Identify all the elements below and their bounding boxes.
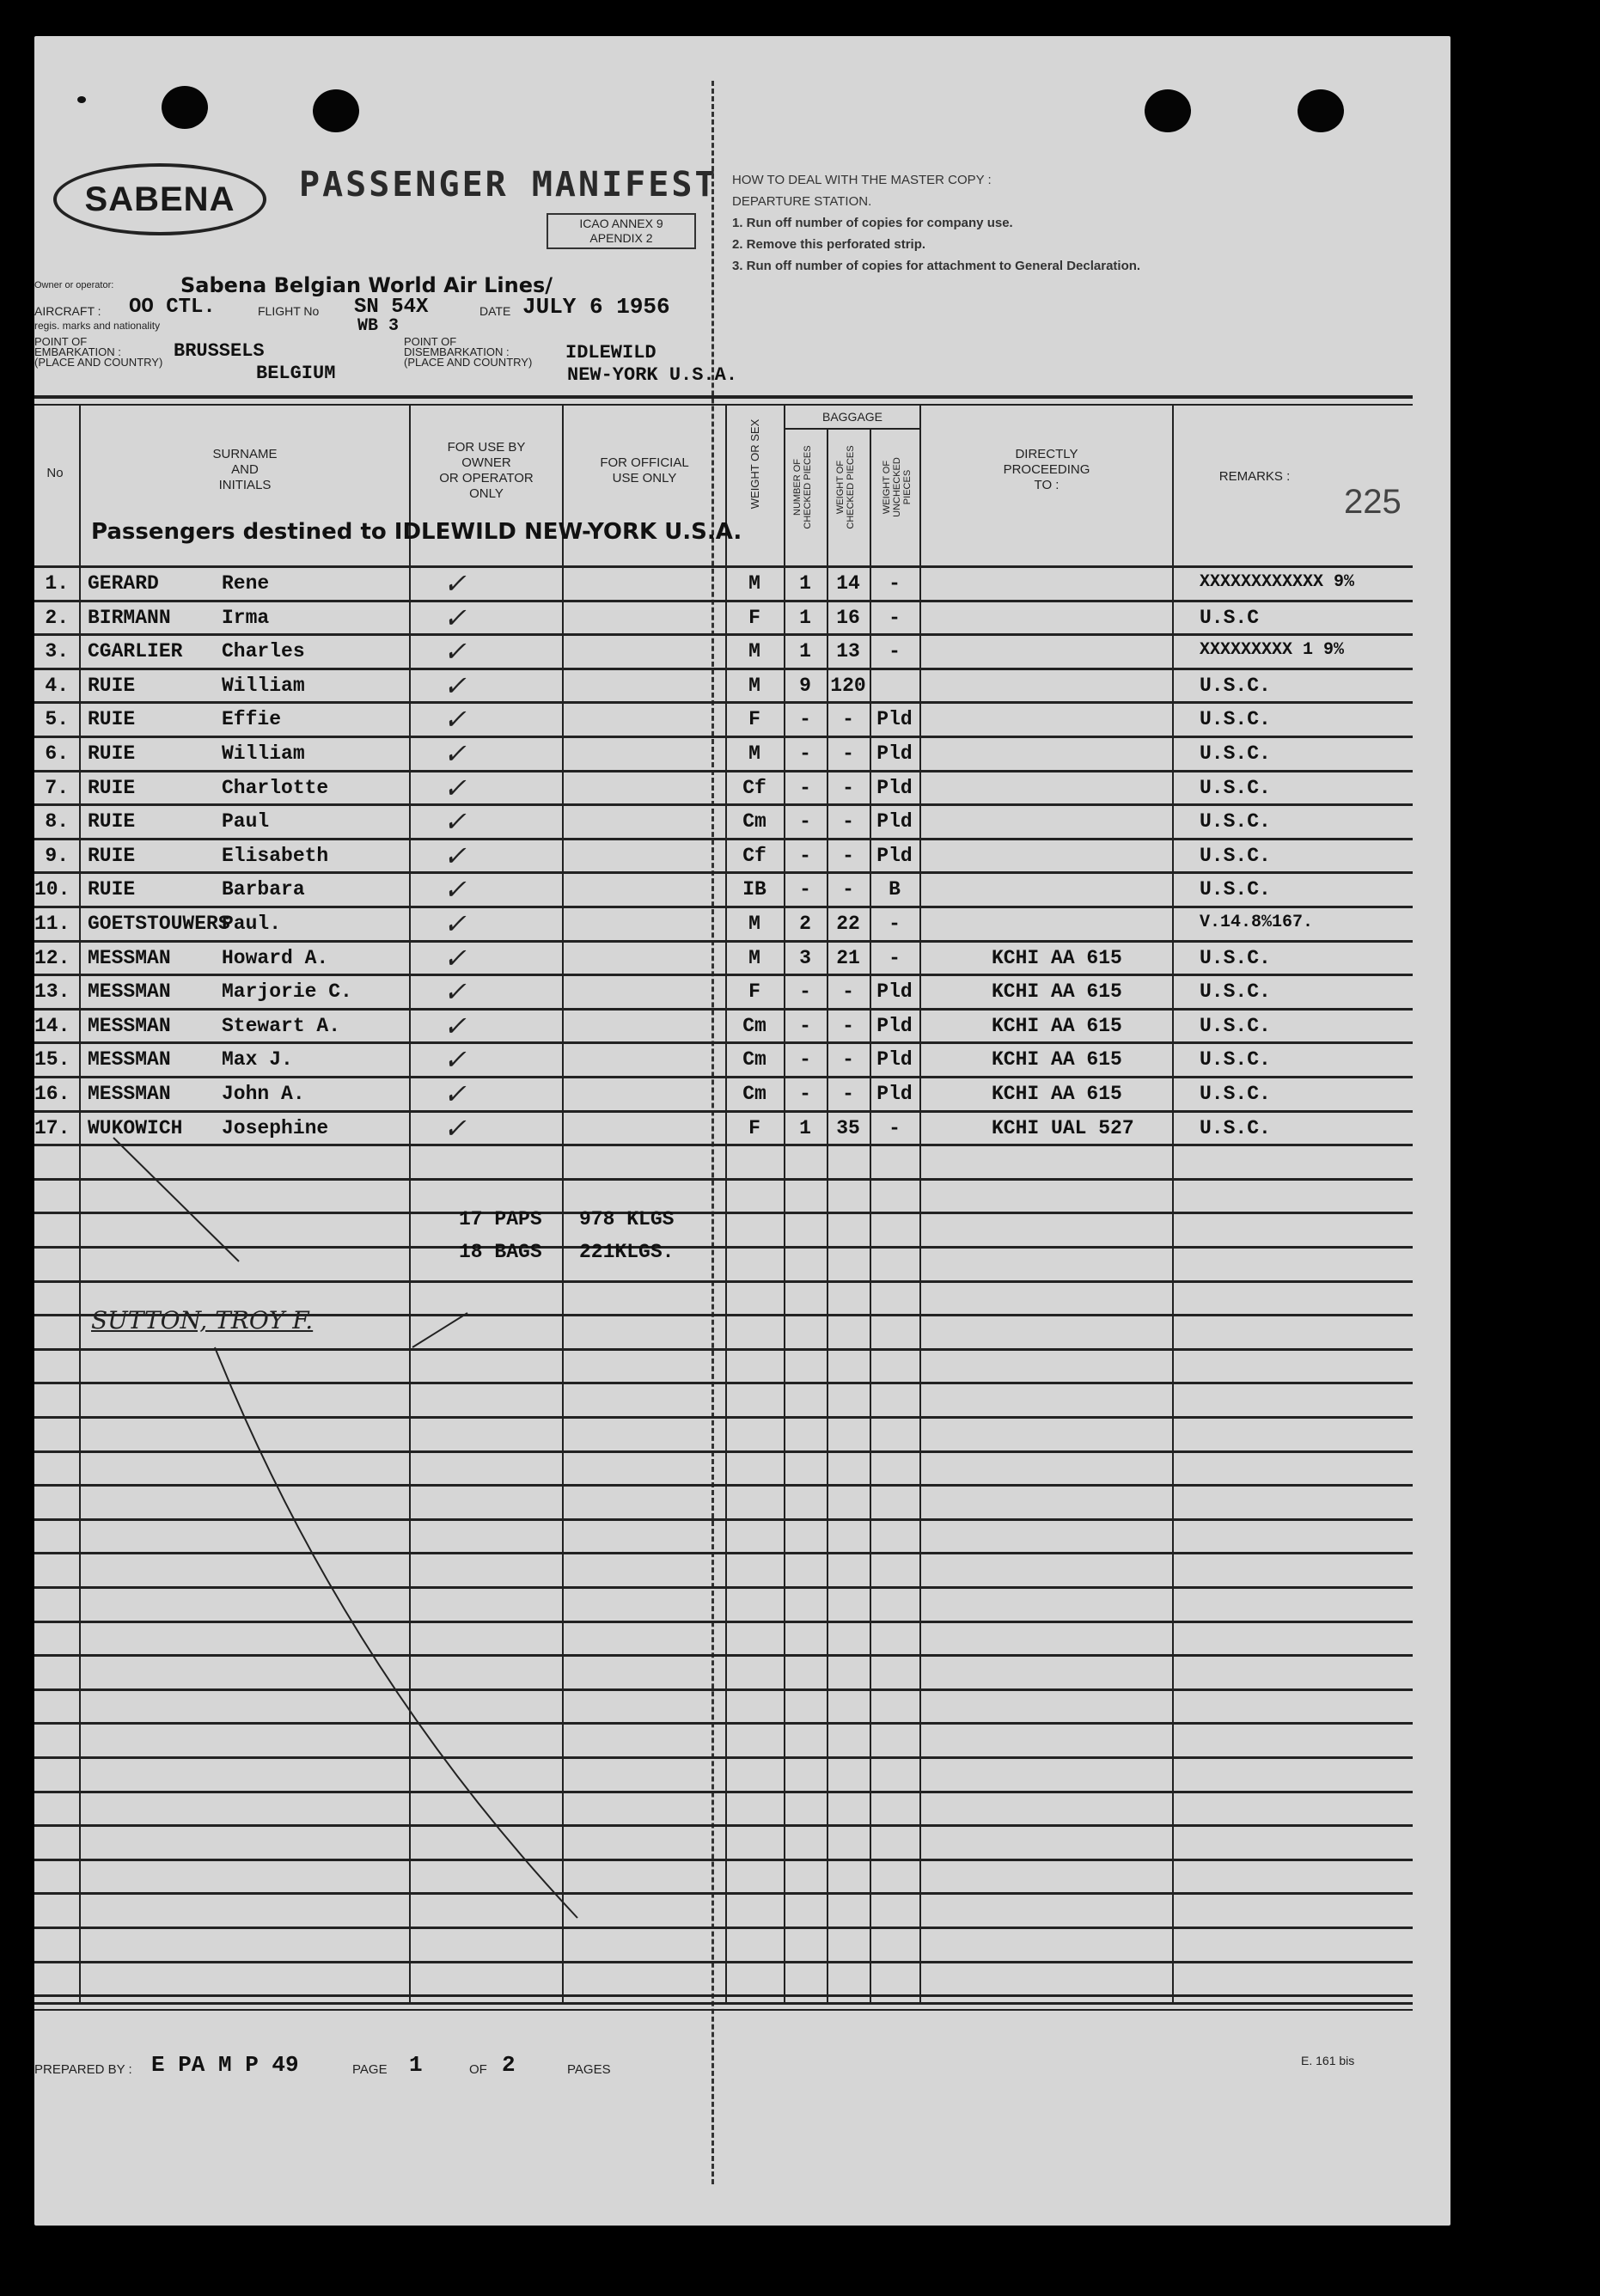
handwritten-name: SUTTON, TROY F. xyxy=(91,1306,314,1334)
check-mark-icon: ✓ xyxy=(443,1112,467,1145)
total-paps-kg: 978 KLGS xyxy=(579,1208,675,1230)
cell-given-name: Josephine xyxy=(222,1117,329,1139)
cell-given-name: Charlotte xyxy=(222,777,329,799)
pen-stroke xyxy=(215,1347,577,1918)
disembark-label-3: (PLACE AND COUNTRY) xyxy=(404,356,533,369)
cell-directly: KCHI AA 615 xyxy=(992,1083,1122,1105)
cell-wt-unchecked: Pld xyxy=(876,708,913,730)
cell-wt-checked: - xyxy=(842,777,854,799)
cell-surname: MESSMAN xyxy=(88,1015,171,1037)
cell-no: 5. xyxy=(45,708,69,730)
cell-wt-unchecked: Pld xyxy=(876,1015,913,1037)
page-title: PASSENGER MANIFEST xyxy=(299,165,718,205)
cell-remark: XXXXXXXXXXXX 9% xyxy=(1200,572,1355,592)
col-header-wt-checked: WEIGHT OF CHECKED PIECES xyxy=(835,445,856,529)
cell-wt-checked: - xyxy=(842,878,854,901)
col-header-owner-1: FOR USE BY xyxy=(447,440,526,455)
cell-given-name: Howard A. xyxy=(222,947,329,969)
cell-surname: RUIE xyxy=(88,845,136,867)
cell-wt-checked: 120 xyxy=(830,675,866,697)
cell-no: 12. xyxy=(34,947,70,969)
owner-value: Sabena Belgian World Air Lines/ xyxy=(180,273,553,297)
col-header-surname-2: AND xyxy=(231,462,259,477)
cell-sex: Cf xyxy=(742,777,766,799)
cell-wt-unchecked: Pld xyxy=(876,845,913,867)
col-header-directly-3: TO : xyxy=(1034,478,1060,492)
embark-country: BELGIUM xyxy=(256,363,336,384)
cell-surname: MESSMAN xyxy=(88,1048,171,1071)
cell-remark: XXXXXXXXX 1 9% xyxy=(1200,640,1345,660)
cell-num-checked: 9 xyxy=(799,675,811,697)
check-mark-icon: ✓ xyxy=(443,567,467,600)
cell-surname: RUIE xyxy=(88,810,136,833)
cell-wt-unchecked: Pld xyxy=(876,810,913,833)
cell-directly: KCHI UAL 527 xyxy=(992,1117,1134,1139)
cell-num-checked: 1 xyxy=(799,640,811,663)
cell-num-checked: - xyxy=(799,878,811,901)
col-header-wt-unchecked: WEIGHT OF UNCHECKED PIECES xyxy=(882,457,913,517)
instruction-line: 1. Run off number of copies for company use. xyxy=(732,216,1013,230)
cell-wt-checked: - xyxy=(842,980,854,1003)
cell-surname: RUIE xyxy=(88,777,136,799)
cell-wt-unchecked: Pld xyxy=(876,742,913,765)
cell-remark: U.S.C. xyxy=(1200,1083,1271,1105)
flight-number-2: WB 3 xyxy=(357,316,400,336)
cell-surname: RUIE xyxy=(88,878,136,901)
cell-wt-checked: 16 xyxy=(836,607,860,629)
cell-given-name: Paul xyxy=(222,810,270,833)
icao-line-2: APENDIX 2 xyxy=(589,231,653,245)
cell-num-checked: - xyxy=(799,708,811,730)
manifest-sheet xyxy=(34,36,1450,2226)
cell-wt-unchecked: - xyxy=(889,572,901,595)
cell-surname: RUIE xyxy=(88,708,136,730)
cell-num-checked: 1 xyxy=(799,1117,811,1139)
check-mark-icon: ✓ xyxy=(443,1043,467,1076)
cell-sex: M xyxy=(748,675,760,697)
cell-no: 16. xyxy=(34,1083,70,1105)
cell-no: 17. xyxy=(34,1117,70,1139)
col-header-surname-1: SURNAME xyxy=(212,447,278,461)
col-header-directly-1: DIRECTLY xyxy=(1015,447,1078,461)
cell-num-checked: 2 xyxy=(799,913,811,935)
total-bags-kg: 221KLGS. xyxy=(579,1241,675,1263)
prepared-by: E PA M P 49 xyxy=(151,2052,299,2078)
cell-given-name: Rene xyxy=(222,572,270,595)
footer-rule xyxy=(34,2009,1413,2011)
page-label: PAGE xyxy=(352,2062,388,2077)
instruction-line: DEPARTURE STATION. xyxy=(732,194,872,209)
cell-wt-unchecked: Pld xyxy=(876,1083,913,1105)
cell-wt-checked: 35 xyxy=(836,1117,860,1139)
cell-remark: U.S.C. xyxy=(1200,777,1271,799)
cell-wt-checked: - xyxy=(842,742,854,765)
col-header-no: No xyxy=(46,466,64,480)
cell-num-checked: 3 xyxy=(799,947,811,969)
cell-sex: Cm xyxy=(742,1048,766,1071)
cell-directly: KCHI AA 615 xyxy=(992,1015,1122,1037)
total-bags: 18 BAGS xyxy=(459,1241,542,1263)
cell-wt-unchecked: - xyxy=(889,640,901,663)
embark-label-3: (PLACE AND COUNTRY) xyxy=(34,356,163,369)
disembark-country: NEW-YORK U.S.A. xyxy=(567,364,738,386)
footer-rule xyxy=(34,2002,1413,2005)
cell-num-checked: - xyxy=(799,777,811,799)
cell-no: 7. xyxy=(45,777,69,799)
cell-remark: V.14.8%167. xyxy=(1200,913,1314,932)
form-code: E. 161 bis xyxy=(1301,2054,1355,2067)
cell-no: 2. xyxy=(45,607,69,629)
cell-no: 3. xyxy=(45,640,69,663)
pen-marks xyxy=(34,36,1450,2226)
check-mark-icon: ✓ xyxy=(443,975,467,1008)
flight-label: FLIGHT No xyxy=(258,304,320,318)
cell-directly: KCHI AA 615 xyxy=(992,1048,1122,1071)
date-value: JULY 6 1956 xyxy=(522,294,670,320)
col-header-remarks: REMARKS : xyxy=(1218,469,1291,484)
cell-given-name: Charles xyxy=(222,640,305,663)
cell-sex: M xyxy=(748,947,760,969)
check-mark-icon: ✓ xyxy=(443,1010,467,1042)
cell-no: 15. xyxy=(34,1048,70,1071)
cell-wt-checked: - xyxy=(842,845,854,867)
cell-num-checked: - xyxy=(799,1048,811,1071)
col-header-owner-3: OR OPERATOR xyxy=(439,471,534,485)
cell-num-checked: 1 xyxy=(799,572,811,595)
check-mark-icon: ✓ xyxy=(443,772,467,804)
logo-text: SABENA xyxy=(84,180,235,218)
cell-directly: KCHI AA 615 xyxy=(992,947,1122,969)
cell-no: 14. xyxy=(34,1015,70,1037)
cell-num-checked: - xyxy=(799,810,811,833)
owner-label: Owner or operator: xyxy=(34,280,114,290)
page-number: 1 xyxy=(409,2052,423,2078)
cell-no: 13. xyxy=(34,980,70,1003)
instruction-line: 2. Remove this perforated strip. xyxy=(732,237,926,252)
cell-given-name: Paul. xyxy=(222,913,282,935)
page-stamp: 225 xyxy=(1344,483,1402,521)
cell-num-checked: - xyxy=(799,1083,811,1105)
cell-wt-checked: 13 xyxy=(836,640,860,663)
cell-sex: M xyxy=(748,913,760,935)
pen-stroke xyxy=(113,1138,239,1261)
cell-remark: U.S.C. xyxy=(1200,1048,1271,1071)
cell-sex: M xyxy=(748,640,760,663)
cell-wt-checked: 14 xyxy=(836,572,860,595)
cell-wt-unchecked: Pld xyxy=(876,1048,913,1071)
check-mark-icon: ✓ xyxy=(443,669,467,702)
cell-no: 9. xyxy=(45,845,69,867)
col-header-owner-2: OWNER xyxy=(461,455,511,470)
check-mark-icon: ✓ xyxy=(443,805,467,838)
cell-surname: RUIE xyxy=(88,742,136,765)
cell-num-checked: - xyxy=(799,845,811,867)
cell-given-name: Stewart A. xyxy=(222,1015,341,1037)
cell-num-checked: - xyxy=(799,980,811,1003)
col-header-weight-sex: WEIGHT OR SEX xyxy=(748,418,761,510)
cell-num-checked: 1 xyxy=(799,607,811,629)
cell-surname: MESSMAN xyxy=(88,980,171,1003)
cell-sex: F xyxy=(748,708,760,730)
check-mark-icon: ✓ xyxy=(443,873,467,906)
cell-remark: U.S.C. xyxy=(1200,878,1271,901)
cell-remark: U.S.C. xyxy=(1200,947,1271,969)
cell-remark: U.S.C. xyxy=(1200,980,1271,1003)
cell-sex: IB xyxy=(742,878,766,901)
cell-sex: M xyxy=(748,742,760,765)
check-mark-icon: ✓ xyxy=(443,703,467,736)
check-mark-icon: ✓ xyxy=(443,942,467,974)
cell-surname: CGARLIER xyxy=(88,640,183,663)
check-mark-icon: ✓ xyxy=(443,635,467,668)
cell-remark: U.S.C xyxy=(1200,607,1260,629)
check-mark-icon: ✓ xyxy=(443,1078,467,1110)
cell-no: 6. xyxy=(45,742,69,765)
check-mark-icon: ✓ xyxy=(443,840,467,872)
embark-place: BRUSSELS xyxy=(174,340,265,362)
of-label: OF xyxy=(469,2062,487,2077)
prepared-label: PREPARED BY : xyxy=(34,2062,132,2077)
instruction-heading: HOW TO DEAL WITH THE MASTER COPY : xyxy=(732,173,992,187)
cell-given-name: William xyxy=(222,675,305,697)
cell-surname: RUIE xyxy=(88,675,136,697)
cell-surname: MESSMAN xyxy=(88,1083,171,1105)
col-header-surname-3: INITIALS xyxy=(218,478,272,492)
cell-no: 10. xyxy=(34,878,70,901)
cell-no: 1. xyxy=(45,572,69,595)
cell-sex: F xyxy=(748,1117,760,1139)
cell-sex: Cf xyxy=(742,845,766,867)
cell-surname: MESSMAN xyxy=(88,947,171,969)
disembark-label-1: POINT OF xyxy=(404,335,457,348)
date-label: DATE xyxy=(479,304,511,318)
cell-remark: U.S.C. xyxy=(1200,1117,1271,1139)
cell-wt-unchecked: B xyxy=(889,878,901,901)
cell-wt-checked: - xyxy=(842,1083,854,1105)
cell-wt-checked: 22 xyxy=(836,913,860,935)
aircraft-label: AIRCRAFT : xyxy=(34,304,101,318)
cell-num-checked: - xyxy=(799,1015,811,1037)
cell-wt-unchecked: Pld xyxy=(876,980,913,1003)
col-header-official-2: USE ONLY xyxy=(612,471,677,485)
icao-line-1: ICAO ANNEX 9 xyxy=(579,217,663,230)
cell-wt-unchecked: - xyxy=(889,913,901,935)
cell-given-name: Barbara xyxy=(222,878,305,901)
cell-sex: Cm xyxy=(742,1083,766,1105)
cell-wt-checked: - xyxy=(842,810,854,833)
cell-remark: U.S.C. xyxy=(1200,810,1271,833)
cell-directly: KCHI AA 615 xyxy=(992,980,1122,1003)
cell-given-name: Irma xyxy=(222,607,270,629)
flight-number: SN 54X xyxy=(354,296,429,319)
col-header-baggage: BAGGAGE xyxy=(821,410,883,424)
cell-given-name: William xyxy=(222,742,305,765)
cell-surname: GOETSTOUWERS xyxy=(88,913,230,935)
cell-remark: U.S.C. xyxy=(1200,675,1271,697)
cell-given-name: Marjorie C. xyxy=(222,980,352,1003)
cell-wt-unchecked: - xyxy=(889,947,901,969)
cell-no: 4. xyxy=(45,675,69,697)
cell-given-name: Elisabeth xyxy=(222,845,329,867)
col-header-directly-2: PROCEEDING xyxy=(1003,462,1090,477)
pen-stroke xyxy=(412,1313,467,1347)
col-header-num-checked: NUMBER OF CHECKED PIECES xyxy=(792,445,813,529)
cell-sex: F xyxy=(748,980,760,1003)
cell-sex: M xyxy=(748,572,760,595)
cell-sex: F xyxy=(748,607,760,629)
cell-wt-checked: 21 xyxy=(836,947,860,969)
embark-label-2: EMBARKATION : xyxy=(34,345,121,358)
cell-sex: Cm xyxy=(742,1015,766,1037)
aircraft-value: OO CTL. xyxy=(129,296,216,319)
instruction-line: 3. Run off number of copies for attachment to General Declaration. xyxy=(732,259,1141,273)
col-header-official-1: FOR OFFICIAL xyxy=(600,455,689,470)
pages-label: PAGES xyxy=(567,2062,611,2077)
cell-remark: U.S.C. xyxy=(1200,1015,1271,1037)
cell-wt-checked: - xyxy=(842,708,854,730)
cell-surname: WUKOWICH xyxy=(88,1117,183,1139)
cell-num-checked: - xyxy=(799,742,811,765)
cell-surname: BIRMANN xyxy=(88,607,171,629)
cell-wt-checked: - xyxy=(842,1048,854,1071)
cell-no: 11. xyxy=(34,913,70,935)
page-total: 2 xyxy=(502,2052,516,2078)
cell-wt-unchecked: - xyxy=(889,607,901,629)
cell-wt-unchecked: Pld xyxy=(876,777,913,799)
check-mark-icon: ✓ xyxy=(443,601,467,634)
total-paps: 17 PAPS xyxy=(459,1208,542,1230)
regis-label: regis. marks and nationality xyxy=(34,320,161,332)
disembark-place: IDLEWILD xyxy=(565,342,656,363)
check-mark-icon: ✓ xyxy=(443,907,467,940)
cell-no: 8. xyxy=(45,810,69,833)
disembark-label-2: DISEMBARKATION : xyxy=(404,345,510,358)
cell-given-name: Max J. xyxy=(222,1048,293,1071)
cell-remark: U.S.C. xyxy=(1200,708,1271,730)
embark-label-1: POINT OF xyxy=(34,335,88,348)
cell-surname: GERARD xyxy=(88,572,159,595)
cell-remark: U.S.C. xyxy=(1200,845,1271,867)
cell-wt-unchecked: - xyxy=(889,1117,901,1139)
check-mark-icon: ✓ xyxy=(443,737,467,770)
destined-line: Passengers destined to IDLEWILD NEW-YORK U.S.A. xyxy=(91,519,742,545)
cell-sex: Cm xyxy=(742,810,766,833)
cell-given-name: John A. xyxy=(222,1083,305,1105)
cell-remark: U.S.C. xyxy=(1200,742,1271,765)
cell-given-name: Effie xyxy=(222,708,282,730)
cell-wt-checked: - xyxy=(842,1015,854,1037)
col-header-owner-4: ONLY xyxy=(469,486,504,501)
